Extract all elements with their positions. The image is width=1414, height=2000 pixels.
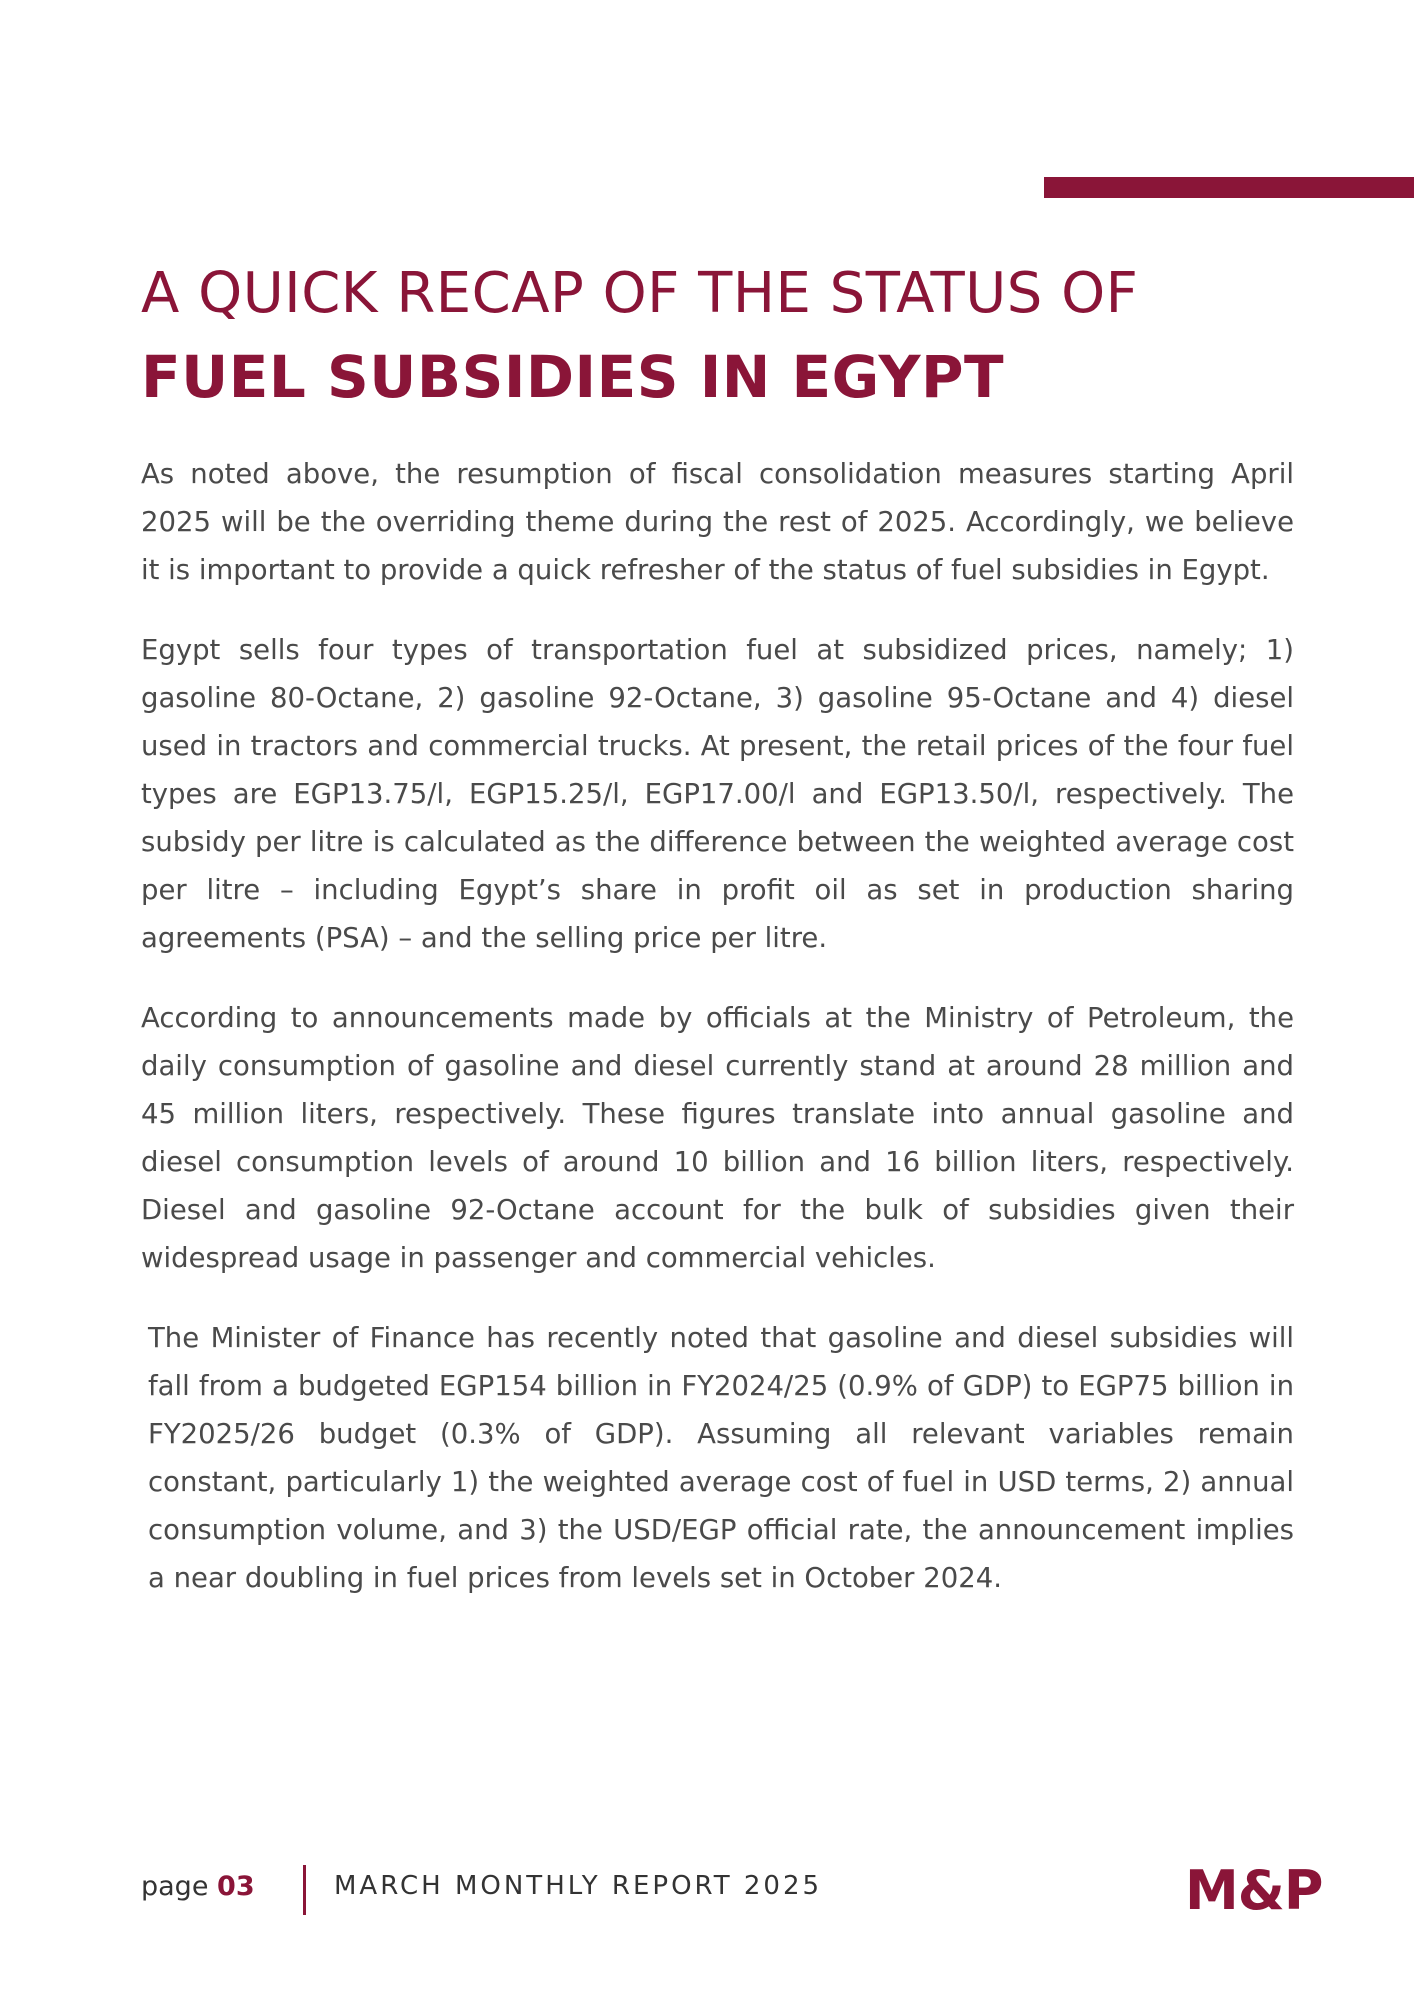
accent-bar: [1044, 177, 1414, 198]
page-label: page: [141, 1871, 209, 1902]
page-title: [141, 256, 1291, 422]
title-line-1: A QUICK RECAP OF THE STATUS OF: [141, 261, 1139, 326]
page-indicator: [141, 1871, 255, 1902]
footer-divider: [303, 1865, 306, 1915]
brand-logo: M&P: [1185, 1859, 1323, 1922]
title-line-2: FUEL SUBSIDIES IN EGYPT: [141, 343, 1005, 411]
page-number: 03: [217, 1871, 255, 1902]
paragraph-minister: The Minister of Finance has recently noted that gasoline and diesel subsidies will fall from a budgeted EGP154 billion in FY2024/25 (0.9% of GDP) to EGP75 billion in FY2025/26 budget (0.3% of GDP). Assuming all relevant variables remain constant, particularly 1) the weighted average cost of fuel in USD terms, 2) annual consumption volume, and 3) the USD/EGP official rate, the announcement implies a near doubling in fuel prices from levels set in October 2024.: [148, 1322, 1294, 1594]
page-footer: [141, 1859, 1361, 1922]
paragraph-fuel-types: Egypt sells four types of transportation fuel at subsidized prices, namely; 1) gasoline 80-Octane, 2) gasoline 92-Octane, 3) gasoline 95-Octane and 4) diesel used in tractors and commercial trucks. At present, the retail prices of the four fuel types are EGP13.75/l, EGP15.25/l, EGP17.00/l and EGP13.50/l, respectively. The subsidy per litre is calculated as the difference between the weighted average cost per litre – including Egypt’s share in profit oil as set in production sharing agreements (PSA) – and the selling price per litre.: [141, 634, 1294, 954]
report-title: MARCH MONTHLY REPORT 2025: [334, 1871, 823, 1901]
article-body: [141, 450, 1294, 1634]
paragraph-intro: As noted above, the resumption of fiscal consolidation measures starting April 2025 will be the overriding theme during the rest of 2025. Accordingly, we believe it is important to provide a quick refresher of the status of fuel subsidies in Egypt.: [141, 458, 1294, 586]
paragraph-consumption: According to announcements made by officials at the Ministry of Petroleum, the daily consumption of gasoline and diesel currently stand at around 28 million and 45 million liters, respectively. These figures translate into annual gasoline and diesel consumption levels of around 10 billion and 16 billion liters, respectively. Diesel and gasoline 92-Octane account for the bulk of subsidies given their widespread usage in passenger and commercial vehicles.: [141, 1002, 1294, 1274]
